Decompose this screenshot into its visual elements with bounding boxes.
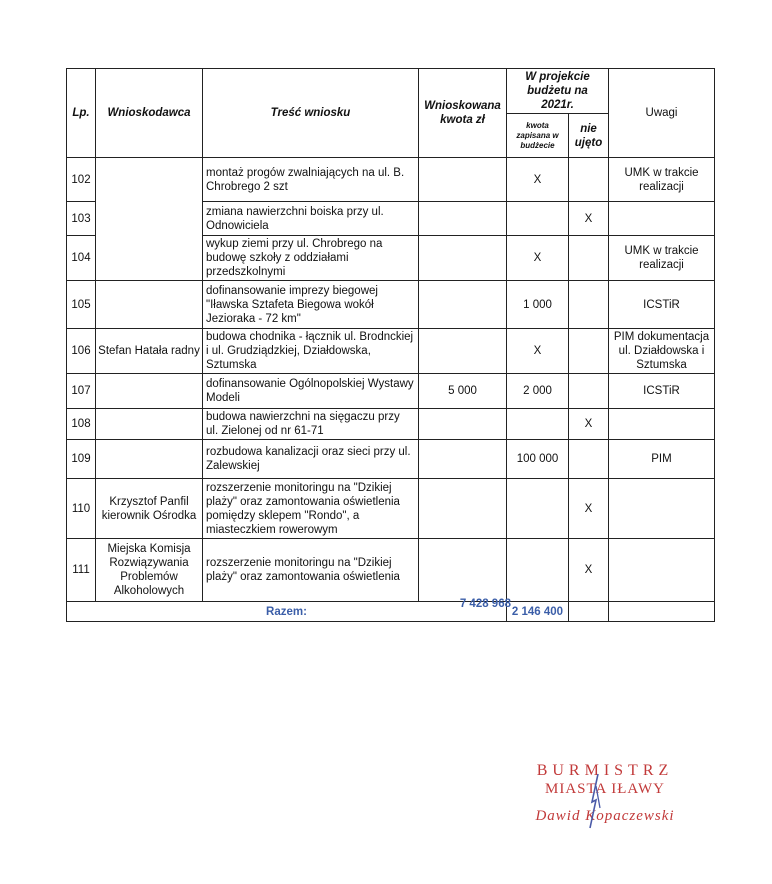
total-label: Razem: — [266, 605, 307, 618]
row-requested — [419, 158, 507, 202]
row-content: dofinansowanie Ogólnopolskiej Wystawy Modeli — [203, 374, 419, 409]
row-included — [507, 479, 569, 539]
table-row — [67, 440, 715, 479]
row-not-included: X — [569, 539, 609, 602]
row-content: rozszerzenie monitoringu na "Dzikiej plaży" oraz zamontowania oświetlenia — [203, 539, 419, 602]
stamp-line1: BURMISTRZ — [536, 762, 674, 779]
row-not-included — [569, 158, 609, 202]
table-row — [67, 329, 715, 374]
row-requested — [419, 409, 507, 440]
table-row — [67, 374, 715, 409]
row-notes: UMK w trakcie realizacji — [609, 158, 715, 202]
row-included: X — [507, 236, 569, 281]
row-requested — [419, 479, 507, 539]
row-not-included — [569, 440, 609, 479]
row-lp: 111 — [67, 539, 96, 602]
header-row — [67, 69, 715, 114]
table-row — [67, 281, 715, 329]
row-included — [507, 202, 569, 236]
row-notes: ICSTiR — [609, 374, 715, 409]
signature-mark — [586, 772, 606, 832]
total-requested: 7 428 968 — [459, 598, 511, 610]
row-lp: 103 — [67, 202, 96, 236]
total-notes-cell — [609, 602, 715, 622]
header-notes: Uwagi — [609, 69, 715, 158]
row-requested — [419, 539, 507, 602]
row-lp: 109 — [67, 440, 96, 479]
row-notes: ICSTiR — [609, 281, 715, 329]
row-included — [507, 409, 569, 440]
total-included: 2 146 400 — [507, 602, 569, 622]
row-lp: 104 — [67, 236, 96, 281]
row-content: budowa chodnika - łącznik ul. Brodnckiej i ul. Grudziądzkiej, Działdowska, Sztumska — [203, 329, 419, 374]
row-requested — [419, 202, 507, 236]
header-requested: Wnioskowana kwota zł — [419, 69, 507, 158]
row-applicant — [96, 440, 203, 479]
row-notes — [609, 202, 715, 236]
table-row — [67, 479, 715, 539]
total-empty-cell — [569, 602, 609, 622]
row-content: dofinansowanie imprezy biegowej "Iławska Sztafeta Biegowa wokół Jezioraka - 72 km" — [203, 281, 419, 329]
table-row — [67, 539, 715, 602]
row-applicant: Krzysztof Panfil kierownik Ośrodka — [96, 479, 203, 539]
header-not-included: nie ujęto — [569, 114, 609, 158]
row-lp: 107 — [67, 374, 96, 409]
row-notes: PIM dokumentacja ul. Działdowska i Sztumska — [609, 329, 715, 374]
stamp-name: Dawid Kopaczewski — [535, 808, 675, 824]
row-content: zmiana nawierzchni boiska przy ul. Odnowiciela — [203, 202, 419, 236]
row-included: X — [507, 329, 569, 374]
row-applicant: Stefan Hatała radny — [96, 329, 203, 374]
row-lp: 110 — [67, 479, 96, 539]
row-not-included — [569, 329, 609, 374]
row-applicant — [96, 374, 203, 409]
row-not-included: X — [569, 479, 609, 539]
header-lp: Lp. — [67, 69, 96, 158]
row-requested — [419, 281, 507, 329]
row-notes — [609, 539, 715, 602]
row-requested — [419, 236, 507, 281]
header-project: W projekcie budżetu na 2021r. — [507, 69, 609, 114]
row-requested — [419, 440, 507, 479]
row-included: 2 000 — [507, 374, 569, 409]
row-not-included — [569, 281, 609, 329]
row-included — [507, 539, 569, 602]
row-included: X — [507, 158, 569, 202]
header-applicant: Wnioskodawca — [96, 69, 203, 158]
row-not-included — [569, 374, 609, 409]
row-not-included — [569, 236, 609, 281]
row-applicant: Miejska Komisja Rozwiązywania Problemów Alkoholowych — [96, 539, 203, 602]
header-content: Treść wniosku — [203, 69, 419, 158]
row-applicant — [96, 281, 203, 329]
row-notes: UMK w trakcie realizacji — [609, 236, 715, 281]
budget-table — [66, 68, 715, 622]
row-lp: 102 — [67, 158, 96, 202]
row-content: rozbudowa kanalizacji oraz sieci przy ul. Zalewskiej — [203, 440, 419, 479]
row-content: wykup ziemi przy ul. Chrobrego na budowę szkoły z oddziałami przedszkolnymi — [203, 236, 419, 281]
total-row — [67, 602, 715, 622]
row-content: budowa nawierzchni na sięgaczu przy ul. Zielonej od nr 61-71 — [203, 409, 419, 440]
row-notes — [609, 479, 715, 539]
row-not-included: X — [569, 409, 609, 440]
row-requested: 5 000 — [419, 374, 507, 409]
row-notes: PIM — [609, 440, 715, 479]
row-lp: 106 — [67, 329, 96, 374]
row-lp: 108 — [67, 409, 96, 440]
row-content: montaż progów zwalniających na ul. B. Chrobrego 2 szt — [203, 158, 419, 202]
row-applicant — [96, 409, 203, 440]
table-row — [67, 409, 715, 440]
row-included: 100 000 — [507, 440, 569, 479]
stamp-line2: MIASTA IŁAWY — [544, 781, 665, 797]
header-included: kwota zapisana w budżecie — [507, 114, 569, 158]
row-applicant — [96, 158, 203, 281]
table-row — [67, 158, 715, 202]
row-content: rozszerzenie monitoringu na "Dzikiej plaży" oraz zamontowania oświetlenia pomiędzy sklepem "Rondo", a miasteczkiem rowerowym — [203, 479, 419, 539]
row-requested — [419, 329, 507, 374]
row-included: 1 000 — [507, 281, 569, 329]
row-not-included: X — [569, 202, 609, 236]
row-notes — [609, 409, 715, 440]
row-lp: 105 — [67, 281, 96, 329]
